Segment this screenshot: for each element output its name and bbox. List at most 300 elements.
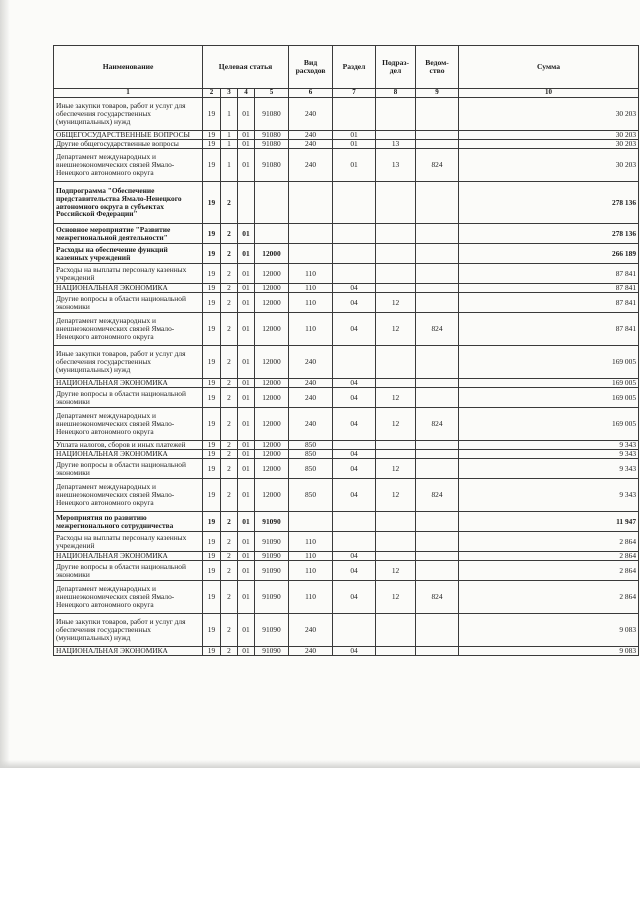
- code-direction: [255, 182, 289, 224]
- code-program: 19: [203, 552, 221, 561]
- table-row: [54, 264, 639, 284]
- row-name: Иные закупки товаров, работ и услуг для обеспечения государственных (муниципальных) нужд: [54, 98, 203, 131]
- code-podrazdel: [376, 131, 416, 140]
- code-vedomstvo: [416, 614, 459, 647]
- code-vedomstvo: 824: [416, 313, 459, 346]
- code-program: 19: [203, 244, 221, 264]
- row-sum: 266 189: [459, 244, 639, 264]
- col-number: 8: [376, 89, 416, 98]
- code-vedomstvo: [416, 140, 459, 149]
- code-subprogram: 2: [221, 614, 238, 647]
- code-vid: 850: [289, 441, 333, 450]
- code-direction: 91080: [255, 140, 289, 149]
- col-number: 9: [416, 89, 459, 98]
- code-vedomstvo: [416, 441, 459, 450]
- code-vedomstvo: 824: [416, 149, 459, 182]
- code-direction: 12000: [255, 346, 289, 379]
- code-vedomstvo: [416, 561, 459, 581]
- code-razdel: [333, 182, 376, 224]
- code-subprogram: 2: [221, 479, 238, 512]
- code-event: 01: [238, 459, 255, 479]
- code-razdel: 04: [333, 552, 376, 561]
- code-subprogram: 2: [221, 552, 238, 561]
- code-vid: 110: [289, 284, 333, 293]
- code-event: 01: [238, 388, 255, 408]
- row-sum: 30 203: [459, 149, 639, 182]
- code-vid: 240: [289, 379, 333, 388]
- row-name: НАЦИОНАЛЬНАЯ ЭКОНОМИКА: [54, 284, 203, 293]
- code-program: 19: [203, 647, 221, 656]
- code-podrazdel: [376, 346, 416, 379]
- code-direction: 12000: [255, 408, 289, 441]
- code-event: 01: [238, 224, 255, 244]
- code-podrazdel: [376, 182, 416, 224]
- row-name: Департамент международных и внешнеэкономических связей Ямало-Ненецкого автономного округа: [54, 408, 203, 441]
- code-direction: 12000: [255, 450, 289, 459]
- row-name: Другие вопросы в области национальной экономики: [54, 388, 203, 408]
- code-event: 01: [238, 346, 255, 379]
- row-sum: 11 947: [459, 512, 639, 532]
- code-event: 01: [238, 140, 255, 149]
- code-event: 01: [238, 532, 255, 552]
- code-podrazdel: 12: [376, 313, 416, 346]
- code-vedomstvo: 824: [416, 581, 459, 614]
- code-direction: 12000: [255, 284, 289, 293]
- row-name: Расходы на выплаты персоналу казенных учреждений: [54, 264, 203, 284]
- code-vid: 240: [289, 98, 333, 131]
- code-podrazdel: [376, 264, 416, 284]
- row-name: Другие вопросы в области национальной экономики: [54, 561, 203, 581]
- code-razdel: [333, 614, 376, 647]
- code-direction: 91090: [255, 532, 289, 552]
- table-row: [54, 313, 639, 346]
- row-sum: 2 864: [459, 532, 639, 552]
- code-razdel: [333, 98, 376, 131]
- row-sum: 87 841: [459, 264, 639, 284]
- code-program: 19: [203, 441, 221, 450]
- code-direction: 91090: [255, 647, 289, 656]
- code-razdel: [333, 441, 376, 450]
- row-sum: 9 343: [459, 441, 639, 450]
- row-sum: 9 343: [459, 479, 639, 512]
- code-subprogram: 2: [221, 532, 238, 552]
- row-sum: 2 864: [459, 552, 639, 561]
- code-vid: 110: [289, 552, 333, 561]
- table-row: [54, 346, 639, 379]
- code-event: [238, 182, 255, 224]
- col-number: 5: [255, 89, 289, 98]
- code-vedomstvo: [416, 244, 459, 264]
- code-vid: 110: [289, 313, 333, 346]
- table-row: [54, 388, 639, 408]
- code-vid: 110: [289, 532, 333, 552]
- code-vedomstvo: [416, 647, 459, 656]
- row-name: Расходы на обеспечение функций казенных учреждений: [54, 244, 203, 264]
- code-program: 19: [203, 450, 221, 459]
- code-event: 01: [238, 512, 255, 532]
- code-subprogram: 1: [221, 140, 238, 149]
- row-sum: 169 005: [459, 346, 639, 379]
- code-direction: 91090: [255, 614, 289, 647]
- code-vedomstvo: [416, 346, 459, 379]
- row-sum: 87 841: [459, 313, 639, 346]
- code-direction: 12000: [255, 264, 289, 284]
- code-podrazdel: [376, 532, 416, 552]
- code-podrazdel: [376, 441, 416, 450]
- code-podrazdel: 12: [376, 459, 416, 479]
- row-sum: 9 343: [459, 450, 639, 459]
- row-sum: 30 203: [459, 131, 639, 140]
- row-name: Департамент международных и внешнеэкономических связей Ямало-Ненецкого автономного округа: [54, 479, 203, 512]
- code-vedomstvo: [416, 98, 459, 131]
- code-vid: 240: [289, 131, 333, 140]
- code-vid: 240: [289, 647, 333, 656]
- table-row: [54, 293, 639, 313]
- table-row: [54, 552, 639, 561]
- col-number: 6: [289, 89, 333, 98]
- code-program: 19: [203, 512, 221, 532]
- row-sum: 278 136: [459, 224, 639, 244]
- code-razdel: 04: [333, 379, 376, 388]
- code-vedomstvo: 824: [416, 408, 459, 441]
- table-row: [54, 182, 639, 224]
- row-name: НАЦИОНАЛЬНАЯ ЭКОНОМИКА: [54, 379, 203, 388]
- code-podrazdel: [376, 552, 416, 561]
- code-subprogram: 2: [221, 379, 238, 388]
- row-sum: 30 203: [459, 98, 639, 131]
- code-podrazdel: [376, 224, 416, 244]
- table-row: [54, 450, 639, 459]
- code-razdel: 04: [333, 284, 376, 293]
- col-number: 2: [203, 89, 221, 98]
- row-sum: 30 203: [459, 140, 639, 149]
- code-razdel: 04: [333, 388, 376, 408]
- code-program: 19: [203, 408, 221, 441]
- code-direction: 91090: [255, 561, 289, 581]
- code-program: 19: [203, 284, 221, 293]
- code-vid: 240: [289, 140, 333, 149]
- table-row: [54, 140, 639, 149]
- header-name: Наименование: [54, 46, 203, 89]
- code-event: 01: [238, 131, 255, 140]
- code-vid: 110: [289, 581, 333, 614]
- code-program: 19: [203, 313, 221, 346]
- code-razdel: [333, 264, 376, 284]
- code-podrazdel: 12: [376, 388, 416, 408]
- col-number: 10: [459, 89, 639, 98]
- code-direction: 91080: [255, 98, 289, 131]
- code-razdel: 04: [333, 313, 376, 346]
- code-event: 01: [238, 581, 255, 614]
- code-direction: 12000: [255, 293, 289, 313]
- row-name: Иные закупки товаров, работ и услуг для обеспечения государственных (муниципальных) нужд: [54, 346, 203, 379]
- row-name: Уплата налогов, сборов и иных платежей: [54, 441, 203, 450]
- code-program: 19: [203, 459, 221, 479]
- scan-shadow-left: [0, 0, 10, 768]
- column-number-row: [54, 89, 639, 98]
- code-podrazdel: [376, 647, 416, 656]
- code-program: 19: [203, 346, 221, 379]
- code-razdel: 04: [333, 459, 376, 479]
- table-row: [54, 131, 639, 140]
- code-vid: 240: [289, 149, 333, 182]
- code-vedomstvo: [416, 264, 459, 284]
- code-vedomstvo: [416, 388, 459, 408]
- code-direction: 91080: [255, 131, 289, 140]
- code-program: 19: [203, 293, 221, 313]
- col-number: 3: [221, 89, 238, 98]
- budget-table: [53, 45, 639, 656]
- code-vedomstvo: [416, 131, 459, 140]
- code-vid: [289, 512, 333, 532]
- code-subprogram: 2: [221, 561, 238, 581]
- code-razdel: [333, 532, 376, 552]
- code-direction: 12000: [255, 479, 289, 512]
- code-event: 01: [238, 284, 255, 293]
- code-razdel: 04: [333, 581, 376, 614]
- code-event: 01: [238, 614, 255, 647]
- row-name: Департамент международных и внешнеэкономических связей Ямало-Ненецкого автономного округа: [54, 149, 203, 182]
- row-sum: 87 841: [459, 293, 639, 313]
- code-razdel: 01: [333, 149, 376, 182]
- table-body: [54, 98, 639, 656]
- code-vedomstvo: [416, 459, 459, 479]
- code-vedomstvo: [416, 532, 459, 552]
- code-program: 19: [203, 264, 221, 284]
- row-sum: 2 864: [459, 581, 639, 614]
- code-vid: 850: [289, 459, 333, 479]
- header-podrazdel: Подраз-дел: [376, 46, 416, 89]
- header-vid: Вид расходов: [289, 46, 333, 89]
- col-number: 7: [333, 89, 376, 98]
- code-event: 01: [238, 264, 255, 284]
- code-podrazdel: [376, 284, 416, 293]
- row-name: НАЦИОНАЛЬНАЯ ЭКОНОМИКА: [54, 450, 203, 459]
- code-podrazdel: [376, 614, 416, 647]
- code-program: 19: [203, 131, 221, 140]
- code-program: 19: [203, 182, 221, 224]
- code-subprogram: 1: [221, 131, 238, 140]
- table-row: [54, 284, 639, 293]
- code-subprogram: 2: [221, 346, 238, 379]
- code-subprogram: 2: [221, 293, 238, 313]
- code-podrazdel: 12: [376, 581, 416, 614]
- row-name: Подпрограмма "Обеспечение представительства Ямало-Ненецкого автономного округа в субъектах Российской Федерации": [54, 182, 203, 224]
- code-vid: 850: [289, 450, 333, 459]
- code-program: 19: [203, 614, 221, 647]
- code-program: 19: [203, 561, 221, 581]
- code-vid: 110: [289, 561, 333, 581]
- row-name: Другие общегосударственные вопросы: [54, 140, 203, 149]
- row-sum: 9 083: [459, 614, 639, 647]
- code-subprogram: 2: [221, 244, 238, 264]
- table-row: [54, 532, 639, 552]
- table-row: [54, 647, 639, 656]
- code-subprogram: 2: [221, 388, 238, 408]
- row-sum: 278 136: [459, 182, 639, 224]
- code-subprogram: 2: [221, 182, 238, 224]
- code-event: 01: [238, 408, 255, 441]
- code-podrazdel: [376, 450, 416, 459]
- row-name: Основное мероприятие "Развитие межрегиональной деятельности": [54, 224, 203, 244]
- code-direction: 12000: [255, 441, 289, 450]
- code-subprogram: 2: [221, 647, 238, 656]
- code-subprogram: 2: [221, 450, 238, 459]
- code-podrazdel: [376, 244, 416, 264]
- code-subprogram: 1: [221, 98, 238, 131]
- code-vid: [289, 182, 333, 224]
- code-vid: 110: [289, 293, 333, 313]
- code-podrazdel: 12: [376, 479, 416, 512]
- code-razdel: 04: [333, 408, 376, 441]
- code-subprogram: 2: [221, 581, 238, 614]
- code-subprogram: 2: [221, 284, 238, 293]
- row-sum: 2 864: [459, 561, 639, 581]
- code-vedomstvo: [416, 293, 459, 313]
- code-podrazdel: [376, 98, 416, 131]
- code-razdel: 04: [333, 293, 376, 313]
- header-target: Целевая статья: [203, 46, 289, 89]
- row-name: НАЦИОНАЛЬНАЯ ЭКОНОМИКА: [54, 552, 203, 561]
- table-row: [54, 224, 639, 244]
- row-sum: 169 005: [459, 408, 639, 441]
- code-direction: 91080: [255, 149, 289, 182]
- row-name: ОБЩЕГОСУДАРСТВЕННЫЕ ВОПРОСЫ: [54, 131, 203, 140]
- code-event: 01: [238, 647, 255, 656]
- code-podrazdel: 12: [376, 408, 416, 441]
- code-event: 01: [238, 98, 255, 131]
- code-event: 01: [238, 441, 255, 450]
- code-vedomstvo: 824: [416, 479, 459, 512]
- code-subprogram: 1: [221, 149, 238, 182]
- code-vedomstvo: [416, 379, 459, 388]
- code-program: 19: [203, 140, 221, 149]
- code-podrazdel: 12: [376, 293, 416, 313]
- code-vid: 110: [289, 264, 333, 284]
- code-razdel: [333, 346, 376, 379]
- code-direction: 12000: [255, 313, 289, 346]
- col-number: 1: [54, 89, 203, 98]
- table-row: [54, 408, 639, 441]
- code-subprogram: 2: [221, 264, 238, 284]
- code-event: 01: [238, 450, 255, 459]
- row-name: НАЦИОНАЛЬНАЯ ЭКОНОМИКА: [54, 647, 203, 656]
- table-row: [54, 459, 639, 479]
- table-row: [54, 581, 639, 614]
- code-podrazdel: [376, 512, 416, 532]
- row-name: Департамент международных и внешнеэкономических связей Ямало-Ненецкого автономного округа: [54, 581, 203, 614]
- col-number: 4: [238, 89, 255, 98]
- row-sum: 87 841: [459, 284, 639, 293]
- code-direction: 91090: [255, 581, 289, 614]
- code-subprogram: 2: [221, 408, 238, 441]
- code-event: 01: [238, 379, 255, 388]
- code-program: 19: [203, 98, 221, 131]
- code-razdel: 04: [333, 647, 376, 656]
- code-vedomstvo: [416, 224, 459, 244]
- code-program: 19: [203, 581, 221, 614]
- table-row: [54, 244, 639, 264]
- scan-shadow-bottom: [0, 760, 640, 768]
- code-program: 19: [203, 388, 221, 408]
- code-vedomstvo: [416, 182, 459, 224]
- code-vid: [289, 224, 333, 244]
- code-subprogram: 2: [221, 224, 238, 244]
- header-razdel: Раздел: [333, 46, 376, 89]
- code-event: 01: [238, 561, 255, 581]
- code-subprogram: 2: [221, 313, 238, 346]
- code-direction: 91090: [255, 552, 289, 561]
- code-razdel: [333, 224, 376, 244]
- table-row: [54, 479, 639, 512]
- header-summa: Сумма: [459, 46, 639, 89]
- code-razdel: 04: [333, 479, 376, 512]
- row-name: Другие вопросы в области национальной экономики: [54, 293, 203, 313]
- code-event: 01: [238, 479, 255, 512]
- code-program: 19: [203, 379, 221, 388]
- code-subprogram: 2: [221, 441, 238, 450]
- row-sum: 169 005: [459, 379, 639, 388]
- row-name: Иные закупки товаров, работ и услуг для обеспечения государственных (муниципальных) нужд: [54, 614, 203, 647]
- code-vedomstvo: [416, 450, 459, 459]
- code-subprogram: 2: [221, 512, 238, 532]
- code-vid: 850: [289, 479, 333, 512]
- code-razdel: 01: [333, 140, 376, 149]
- code-subprogram: 2: [221, 459, 238, 479]
- code-direction: 12000: [255, 388, 289, 408]
- table-row: [54, 561, 639, 581]
- row-name: Мероприятия по развитию межрегионального сотрудничества: [54, 512, 203, 532]
- code-direction: [255, 224, 289, 244]
- table-row: [54, 512, 639, 532]
- code-podrazdel: 13: [376, 140, 416, 149]
- code-vid: 240: [289, 614, 333, 647]
- code-razdel: [333, 244, 376, 264]
- code-podrazdel: 12: [376, 561, 416, 581]
- code-program: 19: [203, 224, 221, 244]
- code-event: 01: [238, 244, 255, 264]
- code-vedomstvo: [416, 284, 459, 293]
- row-sum: 9 343: [459, 459, 639, 479]
- code-direction: 91090: [255, 512, 289, 532]
- code-podrazdel: 13: [376, 149, 416, 182]
- header-row: [54, 46, 639, 89]
- table-row: [54, 441, 639, 450]
- row-sum: 9 083: [459, 647, 639, 656]
- table-row: [54, 98, 639, 131]
- row-sum: 169 005: [459, 388, 639, 408]
- code-razdel: 01: [333, 131, 376, 140]
- header-vedomstvo: Ведом-ство: [416, 46, 459, 89]
- code-vedomstvo: [416, 512, 459, 532]
- code-razdel: [333, 512, 376, 532]
- code-razdel: 04: [333, 450, 376, 459]
- code-vid: [289, 244, 333, 264]
- code-razdel: 04: [333, 561, 376, 581]
- code-direction: 12000: [255, 244, 289, 264]
- row-name: Департамент международных и внешнеэкономических связей Ямало-Ненецкого автономного округа: [54, 313, 203, 346]
- code-direction: 12000: [255, 459, 289, 479]
- code-program: 19: [203, 149, 221, 182]
- table-row: [54, 614, 639, 647]
- code-event: 01: [238, 149, 255, 182]
- code-program: 19: [203, 479, 221, 512]
- table-row: [54, 149, 639, 182]
- code-vedomstvo: [416, 552, 459, 561]
- code-event: 01: [238, 313, 255, 346]
- code-direction: 12000: [255, 379, 289, 388]
- code-program: 19: [203, 532, 221, 552]
